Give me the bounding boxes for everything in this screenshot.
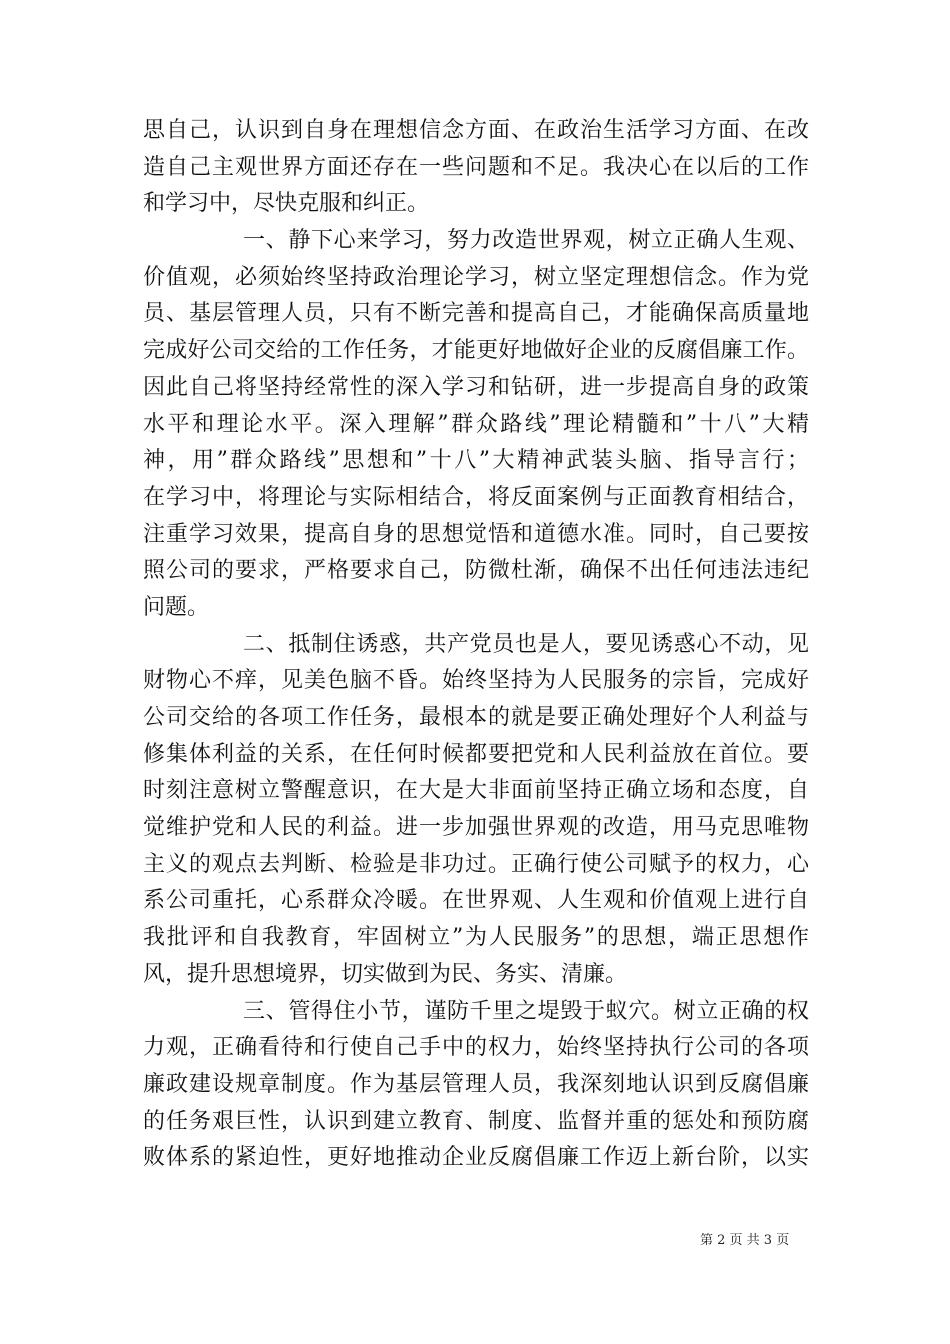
text-line: 廉政建设规章制度。作为基层管理人员，我深刻地认识到反腐倡廉 (143, 1071, 809, 1097)
text-line: 主义的观点去判断、检验是非功过。正确行使公司赋予的权力，心 (143, 851, 809, 877)
text-line: 因此自己将坚持经常性的深入学习和钻研，进一步提高自身的政策 (143, 374, 809, 400)
text-line: 造自己主观世界方面还存在一些问题和不足。我决心在以后的工作 (143, 154, 809, 180)
text-line: 风，提升思想境界，切实做到为民、务实、清廉。 (143, 961, 628, 987)
page-number-footer: 第 2 页 共 3 页 (700, 1233, 790, 1248)
paragraph-3 (143, 627, 809, 994)
text-line: 三、管得住小节，谨防千里之堤毁于蚁穴。树立正确的权 (243, 998, 809, 1024)
text-line: 神，用”群众路线”思想和”十八”大精神武装头脑、指导言行； (143, 448, 809, 474)
body-text (143, 113, 809, 1177)
paragraph-1 (143, 113, 809, 223)
text-line: 我批评和自我教育，牢固树立”为人民服务”的思想，端正思想作 (143, 925, 809, 951)
text-line: 员、基层管理人员，只有不断完善和提高自己，才能确保高质量地 (143, 301, 809, 327)
text-line: 和学习中，尽快克服和纠正。 (143, 191, 430, 217)
text-line: 财物心不痒，见美色脑不昏。始终坚持为人民服务的宗旨，完成好 (143, 668, 809, 694)
text-line: 时刻注意树立警醒意识，在大是大非面前坚持正确立场和态度，自 (143, 778, 809, 804)
text-line: 水平和理论水平。深入理解”群众路线”理论精髓和”十八”大精 (143, 411, 809, 437)
text-line: 力观，正确看待和行使自己手中的权力，始终坚持执行公司的各项 (143, 1035, 809, 1061)
text-line: 一、静下心来学习，努力改造世界观，树立正确人生观、 (243, 228, 809, 254)
text-line: 在学习中，将理论与实际相结合，将反面案例与正面教育相结合， (143, 484, 809, 510)
text-line: 的任务艰巨性，认识到建立教育、制度、监督并重的惩处和预防腐 (143, 1108, 809, 1134)
text-line: 照公司的要求，严格要求自己，防微杜渐，确保不出任何违法违纪 (143, 558, 809, 584)
text-line: 败体系的紧迫性，更好地推动企业反腐倡廉工作迈上新台阶，以实 (143, 1145, 809, 1171)
paragraph-4 (143, 994, 809, 1177)
text-line: 系公司重托，心系群众冷暖。在世界观、人生观和价值观上进行自 (143, 888, 809, 914)
text-line: 二、抵制住诱惑，共产党员也是人，要见诱惑心不动，见 (243, 631, 809, 657)
text-line: 价值观，必须始终坚持政治理论学习，树立坚定理想信念。作为党 (143, 264, 809, 290)
text-line: 觉维护党和人民的利益。进一步加强世界观的改造，用马克思唯物 (143, 815, 809, 841)
text-line: 修集体利益的关系，在任何时候都要把党和人民利益放在首位。要 (143, 741, 809, 767)
text-line: 公司交给的各项工作任务，最根本的就是要正确处理好个人利益与 (143, 705, 809, 730)
text-line: 注重学习效果，提高自身的思想觉悟和道德水准。同时，自己要按 (143, 521, 809, 547)
text-line: 完成好公司交给的工作任务，才能更好地做好企业的反腐倡廉工作。 (143, 338, 809, 364)
paragraph-2 (143, 223, 809, 627)
text-line: 思自己，认识到自身在理想信念方面、在政治生活学习方面、在改 (143, 118, 809, 143)
text-line: 问题。 (143, 594, 210, 620)
